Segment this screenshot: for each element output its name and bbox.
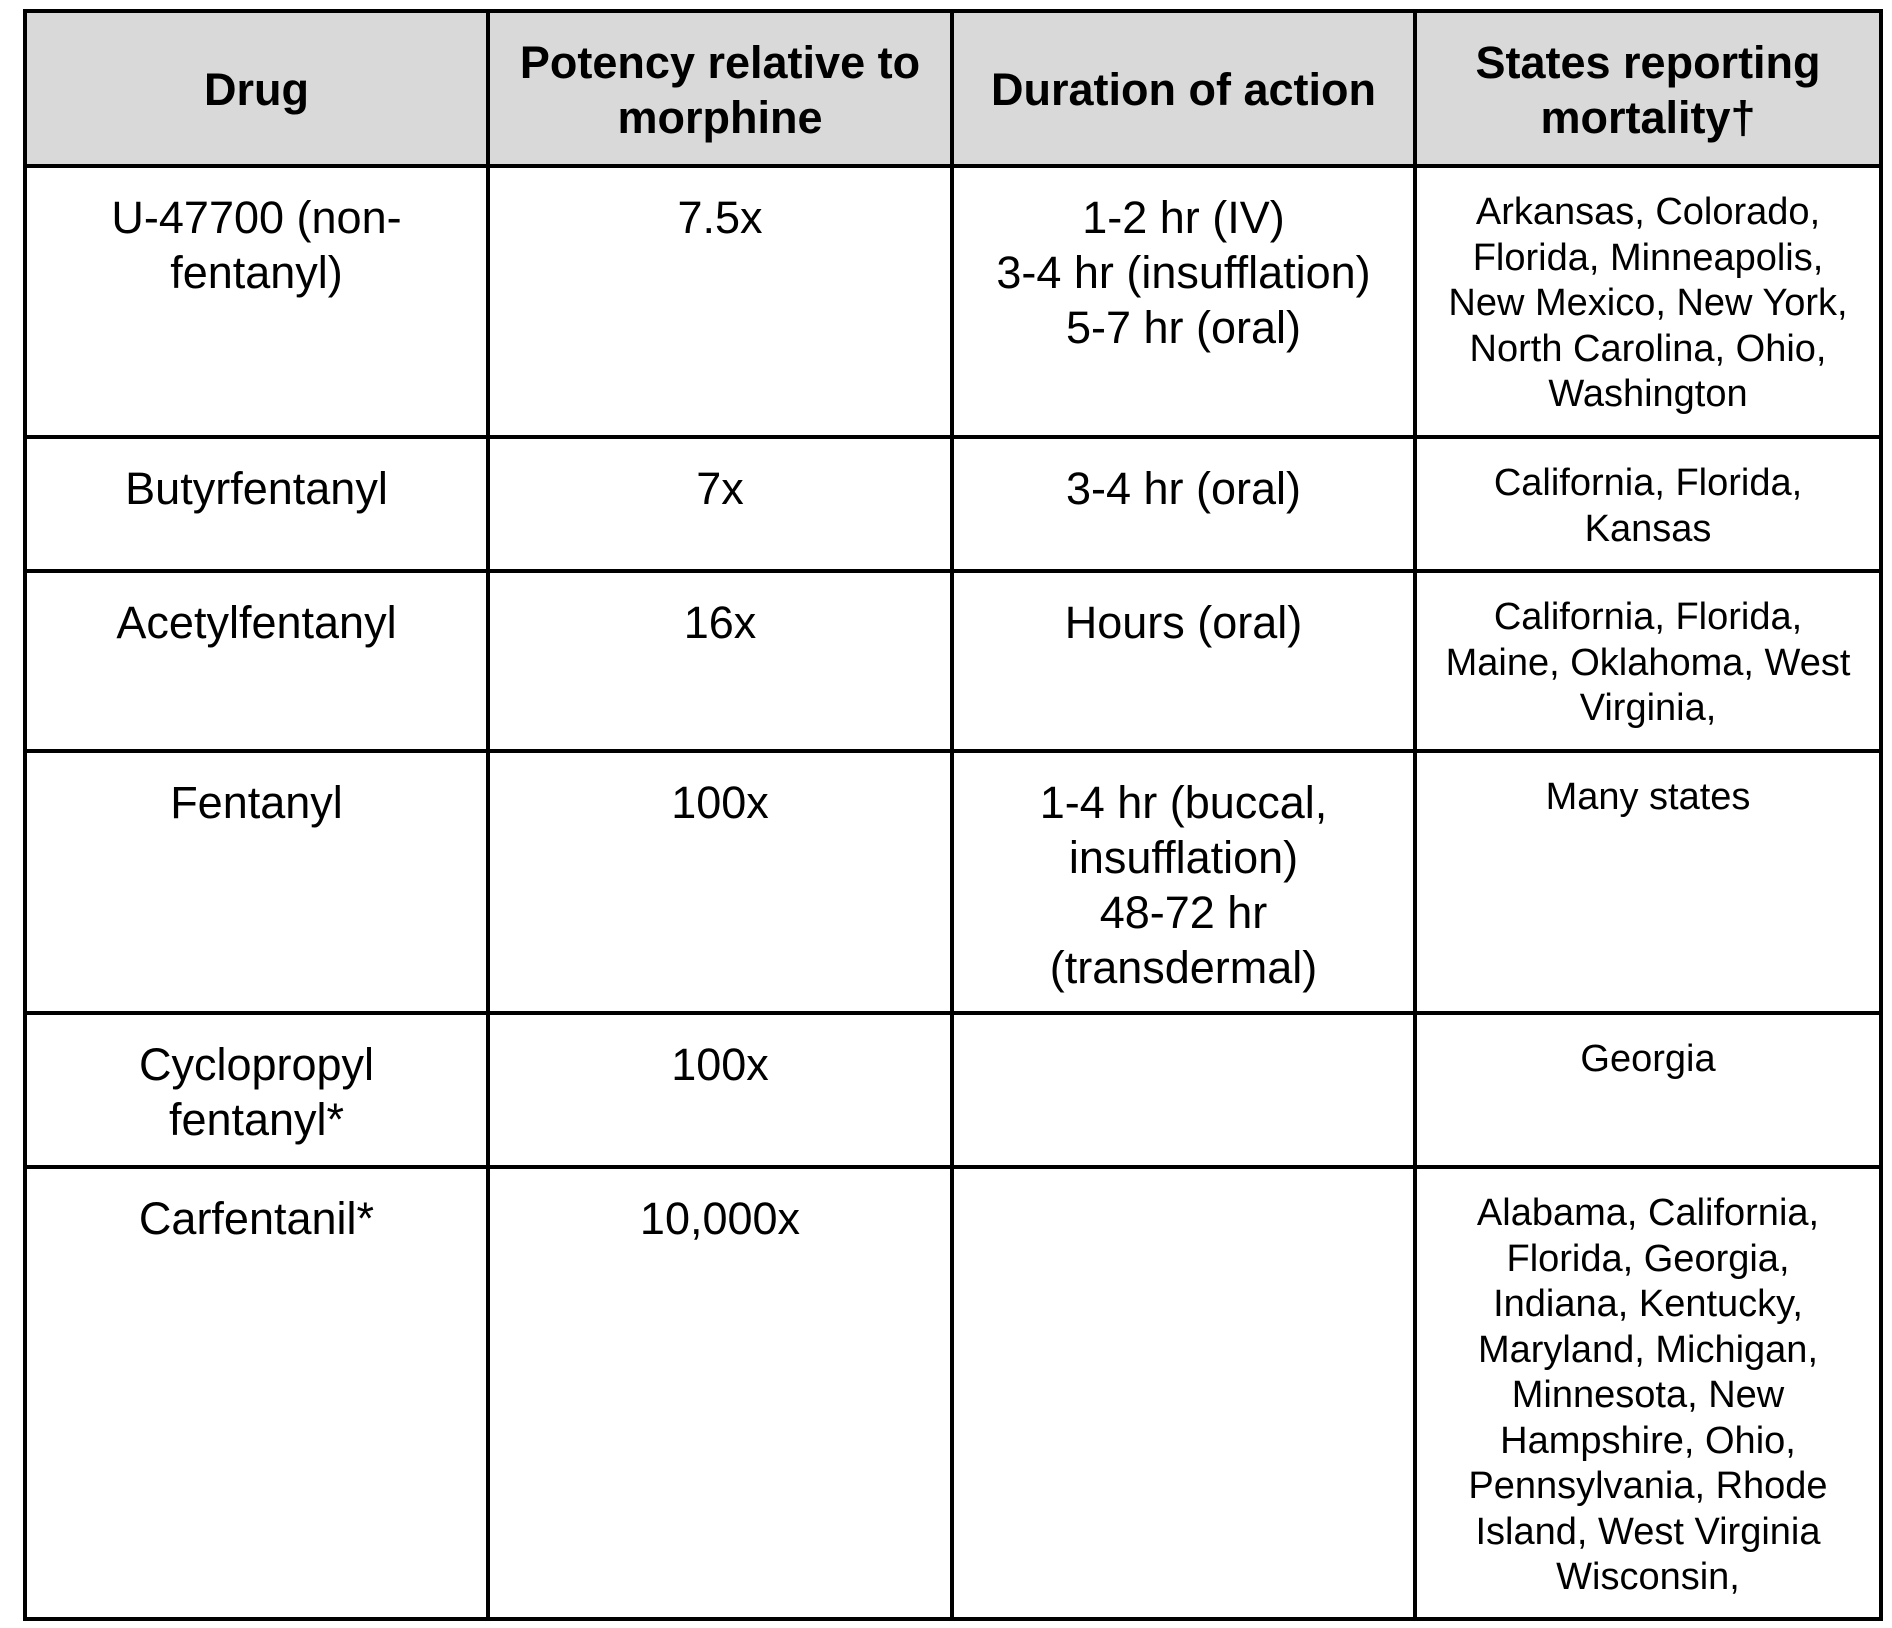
potency-cell	[488, 751, 952, 1013]
table-row	[25, 751, 1881, 1013]
header-drug-label: Drug	[204, 64, 309, 115]
states-line: Maine, Oklahoma, West	[1445, 641, 1851, 684]
potency-value: 100x	[671, 1039, 769, 1090]
potency-cell	[488, 437, 952, 571]
states-line: Pennsylvania, Rhode	[1468, 1465, 1828, 1507]
potency-value: 7.5x	[677, 192, 763, 243]
drug-name-line: fentanyl)	[170, 247, 343, 298]
duration-line: 48-72 hr	[1099, 887, 1268, 938]
duration-cell	[952, 1013, 1415, 1167]
duration-line: 3-4 hr (oral)	[1065, 463, 1302, 514]
header-states-line2: mortality†	[1540, 91, 1756, 143]
potency-cell	[488, 571, 952, 751]
potency-cell	[488, 166, 952, 437]
header-states	[1415, 11, 1881, 166]
duration-cell	[952, 437, 1415, 571]
drug-cell	[25, 571, 488, 751]
drug-name-line: Carfentanil*	[138, 1193, 375, 1244]
header-duration-label: Duration of action	[991, 64, 1376, 115]
duration-cell	[952, 1167, 1415, 1619]
states-cell	[1415, 1013, 1881, 1167]
drug-name-line: Butyrfentanyl	[125, 463, 388, 514]
potency-value: 100x	[671, 777, 769, 828]
drug-name-line: fentanyl*	[168, 1094, 345, 1145]
potency-value: 7x	[696, 463, 744, 514]
header-potency-line2: morphine	[617, 91, 823, 143]
states-line: Island, West Virginia	[1475, 1510, 1821, 1553]
duration-line: 5-7 hr (oral)	[1065, 302, 1302, 353]
states-line: North Carolina, Ohio,	[1469, 327, 1827, 370]
drug-table	[23, 9, 1883, 1621]
header-duration	[952, 11, 1415, 166]
states-cell	[1415, 437, 1881, 571]
duration-line: 3-4 hr (insufflation)	[996, 247, 1371, 298]
duration-cell	[952, 166, 1415, 437]
table-row	[25, 1013, 1881, 1167]
states-line: Georgia	[1580, 1038, 1716, 1080]
states-cell	[1415, 1167, 1881, 1619]
states-line: Indiana, Kentucky,	[1493, 1283, 1803, 1325]
duration-line: insufflation)	[1068, 832, 1299, 883]
table-row	[25, 571, 1881, 751]
states-line: Alabama, California,	[1476, 1192, 1820, 1234]
duration-line: 1-4 hr (buccal,	[1039, 777, 1328, 828]
states-line: Washington	[1548, 373, 1748, 415]
header-potency-line1: Potency relative to	[519, 36, 921, 88]
states-line: Virginia,	[1579, 687, 1717, 729]
header-potency	[488, 11, 952, 166]
states-line: Hampshire, Ohio,	[1500, 1419, 1796, 1462]
duration-cell	[952, 751, 1415, 1013]
states-line: Florida, Georgia,	[1506, 1237, 1790, 1280]
states-line: California, Florida,	[1493, 462, 1803, 504]
drug-cell	[25, 1167, 488, 1619]
drug-name-line: U-47700 (non-	[111, 192, 402, 243]
drug-cell	[25, 166, 488, 437]
drug-name-line: Cyclopropyl	[138, 1039, 375, 1090]
states-line: California, Florida,	[1493, 596, 1803, 638]
states-cell	[1415, 166, 1881, 437]
table-row	[25, 166, 1881, 437]
potency-value: 16x	[683, 597, 757, 648]
drug-cell	[25, 1013, 488, 1167]
duration-line: (transdermal)	[1049, 942, 1318, 993]
states-cell	[1415, 751, 1881, 1013]
drug-cell	[25, 437, 488, 571]
states-line: New Mexico, New York,	[1448, 282, 1848, 324]
potency-cell	[488, 1167, 952, 1619]
header-drug	[25, 11, 488, 166]
duration-cell	[952, 571, 1415, 751]
states-line: Florida, Minneapolis,	[1472, 236, 1824, 279]
potency-cell	[488, 1013, 952, 1167]
states-line: Minnesota, New	[1511, 1374, 1785, 1416]
states-line: Kansas	[1584, 507, 1712, 550]
header-row	[25, 11, 1881, 166]
duration-line: Hours (oral)	[1064, 597, 1303, 648]
duration-line: 1-2 hr (IV)	[1082, 192, 1285, 243]
states-line: Wisconsin,	[1556, 1556, 1740, 1598]
states-line: Arkansas, Colorado,	[1475, 191, 1821, 233]
table-row	[25, 1167, 1881, 1619]
potency-value: 10,000x	[639, 1193, 801, 1244]
drug-cell	[25, 751, 488, 1013]
drug-name-line: Acetylfentanyl	[116, 597, 397, 648]
table-row	[25, 437, 1881, 571]
states-line: Maryland, Michigan,	[1477, 1328, 1819, 1371]
header-states-line1: States reporting	[1475, 36, 1821, 88]
states-cell	[1415, 571, 1881, 751]
states-line: Many states	[1545, 776, 1751, 818]
drug-name-line: Fentanyl	[170, 777, 343, 828]
